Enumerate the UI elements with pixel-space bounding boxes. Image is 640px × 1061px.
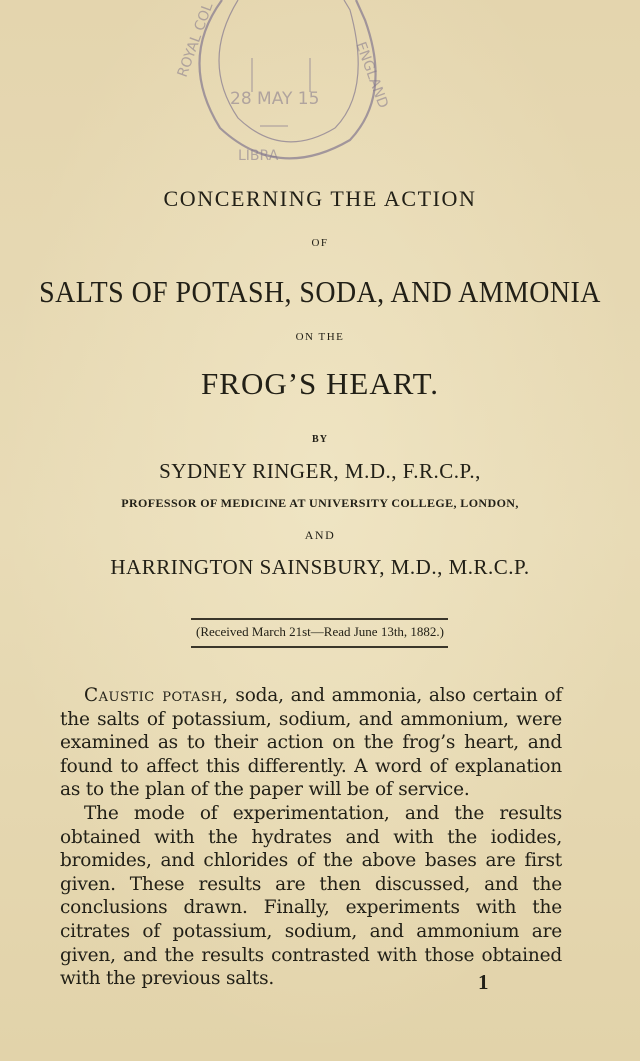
library-stamp-seal	[160, 0, 400, 172]
title-line-2: OF	[311, 237, 329, 249]
body-text	[60, 684, 562, 991]
title-line-1: CONCERNING THE ACTION	[163, 186, 477, 211]
received-date: (Received March 21st—Read June 13th, 1882.)	[195, 624, 445, 639]
title-line-4: ON THE	[295, 331, 345, 343]
paragraph-1	[60, 684, 562, 802]
svg-text:ROYAL COL: ROYAL COL	[174, 0, 217, 80]
svg-text:LIBRA: LIBRA	[238, 148, 279, 164]
svg-text:28 MAY 15: 28 MAY 15	[230, 89, 320, 109]
by-line: BY	[312, 434, 328, 445]
title-line-5: FROG’S HEART.	[201, 366, 439, 401]
divider-bottom	[191, 646, 448, 648]
author-1: SYDNEY RINGER, M.D., F.R.C.P.,	[159, 459, 481, 483]
author-2: HARRINGTON SAINSBURY, M.D., M.R.C.P.	[110, 555, 530, 579]
svg-text:ENGLAND: ENGLAND	[352, 39, 391, 111]
and-line: AND	[304, 528, 336, 542]
main-title: SALTS OF POTASH, SODA, AND AMMONIA	[39, 274, 601, 309]
paragraph-2: The mode of experimentation, and the results obtained with the hydrates and with the iodides, bromides, and chlorides of the above bases are first given. These results are then discussed, and the conclusions drawn. Finally, experiments with the citrates of potassium, sodium, and ammonium are given, and the results contrasted with those obtained with the previous salts.	[60, 802, 562, 990]
divider-top	[191, 618, 448, 620]
page-number: 1	[478, 970, 489, 994]
paragraph-1-lead: Caustic potash,	[84, 685, 229, 706]
author-1-affiliation: PROFESSOR OF MEDICINE AT UNIVERSITY COLLEGE, LONDON,	[121, 496, 519, 510]
paragraph-1-rest: soda, and ammonia, also certain of the salts of potassium, sodium, and ammonium, were examined as to their action on the frog’s heart, and found to affect this differently. A word of explanation as to the plan of the paper will be of service.	[60, 685, 562, 801]
